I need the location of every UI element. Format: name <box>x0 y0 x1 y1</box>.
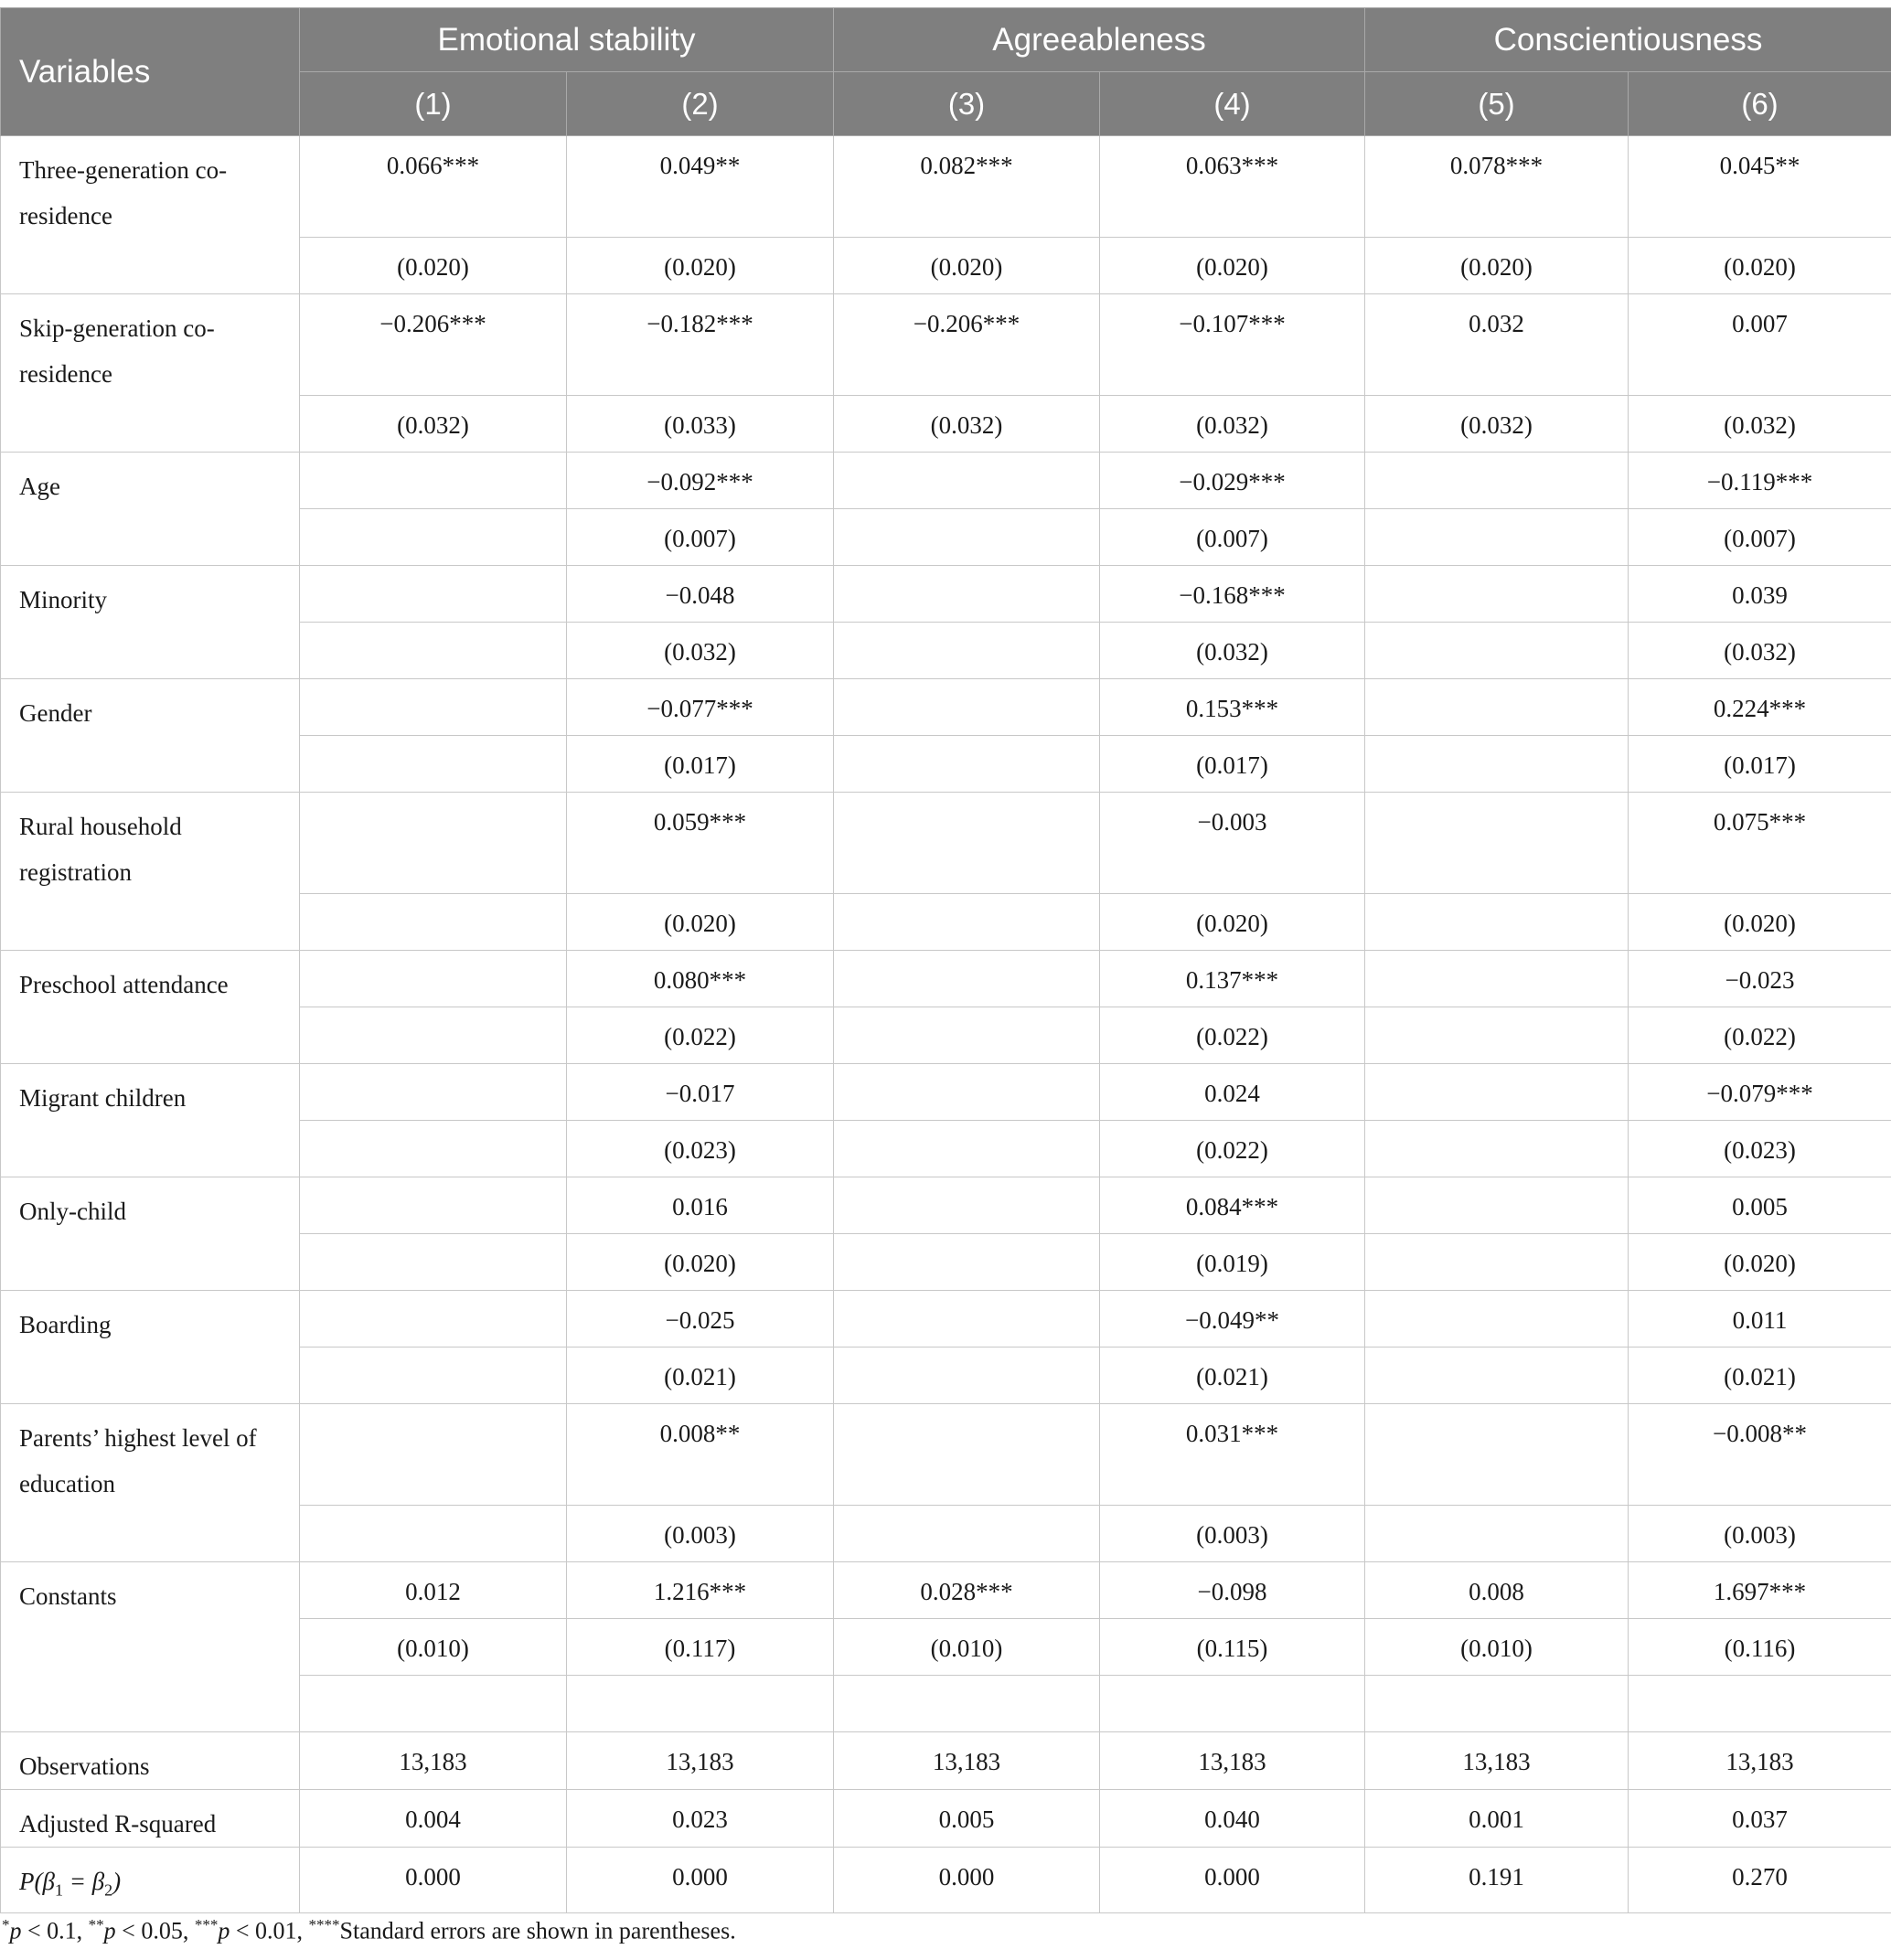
group-header-emotional-stability: Emotional stability <box>300 8 834 72</box>
coef-cell <box>1365 793 1629 894</box>
row-label-gender: Gender <box>1 679 300 793</box>
empty-cell <box>1629 1676 1891 1732</box>
coef-cell: −0.023 <box>1629 951 1891 1007</box>
value-cell: 0.004 <box>300 1790 567 1848</box>
coef-cell <box>834 679 1100 736</box>
se-cell: (0.022) <box>1100 1121 1365 1177</box>
se-cell: (0.022) <box>1629 1007 1891 1064</box>
se-cell: (0.010) <box>300 1619 567 1676</box>
coef-cell: −0.119*** <box>1629 453 1891 509</box>
empty-cell <box>1365 1676 1629 1732</box>
se-cell: (0.017) <box>567 736 834 793</box>
coef-cell: 0.011 <box>1629 1291 1891 1348</box>
table-row <box>1 453 1891 509</box>
table-row <box>1 1404 1891 1506</box>
row-label-parents-education: Parents’ highest level of education <box>1 1404 300 1562</box>
se-cell <box>1365 1121 1629 1177</box>
se-cell: (0.010) <box>1365 1619 1629 1676</box>
table-footnote <box>2 1916 736 1945</box>
coef-cell <box>834 793 1100 894</box>
coef-cell: 0.075*** <box>1629 793 1891 894</box>
se-cell: (0.007) <box>1100 509 1365 566</box>
value-cell: 13,183 <box>567 1732 834 1790</box>
row-label-boarding: Boarding <box>1 1291 300 1404</box>
coef-cell: −0.079*** <box>1629 1064 1891 1121</box>
se-cell <box>834 623 1100 679</box>
coef-cell: 0.016 <box>567 1177 834 1234</box>
se-cell: (0.020) <box>1629 1234 1891 1291</box>
footnote-star: **** <box>308 1916 340 1933</box>
se-cell <box>300 509 567 566</box>
table-row <box>1 1291 1891 1348</box>
table-row <box>1 679 1891 736</box>
se-cell: (0.023) <box>1629 1121 1891 1177</box>
coef-cell: −0.092*** <box>567 453 834 509</box>
se-cell: (0.022) <box>567 1007 834 1064</box>
table-row <box>1 294 1891 396</box>
coef-cell: 0.082*** <box>834 136 1100 238</box>
se-cell: (0.033) <box>567 396 834 453</box>
coef-cell: 0.049** <box>567 136 834 238</box>
value-cell: 0.000 <box>834 1848 1100 1913</box>
model-header: (4) <box>1100 72 1365 136</box>
se-cell: (0.003) <box>1100 1506 1365 1562</box>
coef-cell: 0.028*** <box>834 1562 1100 1619</box>
table-row <box>1 136 1891 238</box>
value-cell: 0.000 <box>1100 1848 1365 1913</box>
footnote-p: p <box>103 1917 116 1944</box>
row-label-rural-registration: Rural household registration <box>1 793 300 951</box>
coef-cell: −0.003 <box>1100 793 1365 894</box>
se-cell: (0.117) <box>567 1619 834 1676</box>
coef-cell: 0.063*** <box>1100 136 1365 238</box>
se-cell: (0.115) <box>1100 1619 1365 1676</box>
row-label-observations: Observations <box>1 1732 300 1790</box>
table-row <box>1 1848 1891 1913</box>
value-cell: 13,183 <box>1629 1732 1891 1790</box>
footnote-p: p <box>218 1917 230 1944</box>
table-row <box>1 951 1891 1007</box>
table-row <box>1 1064 1891 1121</box>
se-cell: (0.003) <box>1629 1506 1891 1562</box>
empty-cell <box>300 1676 567 1732</box>
footnote-p: p <box>9 1917 22 1944</box>
se-cell: (0.017) <box>1629 736 1891 793</box>
coef-cell: 0.039 <box>1629 566 1891 623</box>
beta-symbol: β <box>91 1868 105 1895</box>
table-row <box>1 1790 1891 1848</box>
value-cell: 13,183 <box>1365 1732 1629 1790</box>
se-cell: (0.020) <box>567 1234 834 1291</box>
coef-cell <box>834 1177 1100 1234</box>
coef-cell: 0.045** <box>1629 136 1891 238</box>
coef-cell <box>1365 1177 1629 1234</box>
coef-cell <box>300 1064 567 1121</box>
footnote-text: < 0.1, <box>21 1917 89 1944</box>
table-row <box>1 793 1891 894</box>
se-cell: (0.020) <box>1365 238 1629 294</box>
coef-cell: 0.005 <box>1629 1177 1891 1234</box>
row-label-three-generation: Three-generation co-residence <box>1 136 300 294</box>
se-cell: (0.020) <box>1100 894 1365 951</box>
coef-cell: 1.697*** <box>1629 1562 1891 1619</box>
subscript: 1 <box>54 1880 63 1900</box>
coef-cell <box>1365 951 1629 1007</box>
coef-cell: −0.206*** <box>300 294 567 396</box>
coef-cell: −0.048 <box>567 566 834 623</box>
se-cell: (0.021) <box>1100 1348 1365 1404</box>
row-label-constants: Constants <box>1 1562 300 1732</box>
coef-cell <box>834 453 1100 509</box>
model-header: (2) <box>567 72 834 136</box>
coef-cell <box>1365 453 1629 509</box>
coef-cell <box>300 793 567 894</box>
value-cell: 13,183 <box>300 1732 567 1790</box>
coef-cell <box>300 951 567 1007</box>
subscript: 2 <box>104 1880 113 1900</box>
coef-cell <box>1365 1064 1629 1121</box>
table-row <box>1 1177 1891 1234</box>
se-cell <box>834 736 1100 793</box>
se-cell: (0.019) <box>1100 1234 1365 1291</box>
footnote-text: < 0.01, <box>230 1917 309 1944</box>
model-header: (1) <box>300 72 567 136</box>
se-cell: (0.007) <box>567 509 834 566</box>
value-cell: 0.037 <box>1629 1790 1891 1848</box>
header-row-groups <box>1 8 1891 72</box>
se-cell <box>300 1007 567 1064</box>
coef-cell: −0.029*** <box>1100 453 1365 509</box>
coef-cell <box>300 453 567 509</box>
se-cell <box>1365 1506 1629 1562</box>
se-cell: (0.020) <box>300 238 567 294</box>
coef-cell: 0.224*** <box>1629 679 1891 736</box>
p-beta-equal-expression: $P(\beta_1 = \beta_2)$ <box>19 1868 122 1900</box>
coef-cell <box>834 1404 1100 1506</box>
row-label-p-beta-equal <box>1 1848 300 1913</box>
footnote-star: *** <box>194 1916 219 1933</box>
coef-cell: −0.077*** <box>567 679 834 736</box>
coef-cell <box>834 951 1100 1007</box>
se-cell: (0.032) <box>1100 623 1365 679</box>
model-header: (6) <box>1629 72 1891 136</box>
coef-cell: −0.049** <box>1100 1291 1365 1348</box>
value-cell: 0.005 <box>834 1790 1100 1848</box>
coef-cell <box>300 679 567 736</box>
se-cell: (0.032) <box>834 396 1100 453</box>
coef-cell <box>1365 566 1629 623</box>
table-row <box>1 1562 1891 1619</box>
se-cell <box>834 1506 1100 1562</box>
se-cell <box>1365 1007 1629 1064</box>
se-cell: (0.017) <box>1100 736 1365 793</box>
value-cell: 0.270 <box>1629 1848 1891 1913</box>
table-row <box>1 566 1891 623</box>
value-cell: 0.191 <box>1365 1848 1629 1913</box>
coef-cell: 0.031*** <box>1100 1404 1365 1506</box>
se-cell: (0.020) <box>1629 238 1891 294</box>
se-cell: (0.020) <box>1100 238 1365 294</box>
se-cell: (0.116) <box>1629 1619 1891 1676</box>
value-cell: 13,183 <box>834 1732 1100 1790</box>
row-label-age: Age <box>1 453 300 566</box>
coef-cell: −0.168*** <box>1100 566 1365 623</box>
se-cell <box>1365 894 1629 951</box>
coef-cell <box>300 1404 567 1506</box>
row-label-only-child: Only-child <box>1 1177 300 1291</box>
se-cell <box>300 1234 567 1291</box>
se-cell: (0.010) <box>834 1619 1100 1676</box>
coef-cell <box>300 1291 567 1348</box>
se-cell: (0.020) <box>1629 894 1891 951</box>
value-cell: 13,183 <box>1100 1732 1365 1790</box>
p-symbol: P <box>19 1868 35 1895</box>
coef-cell: 0.137*** <box>1100 951 1365 1007</box>
se-cell: (0.032) <box>1629 623 1891 679</box>
se-cell <box>300 894 567 951</box>
row-label-minority: Minority <box>1 566 300 679</box>
model-header: (3) <box>834 72 1100 136</box>
se-cell <box>300 736 567 793</box>
se-cell: (0.021) <box>1629 1348 1891 1404</box>
coef-cell: 0.032 <box>1365 294 1629 396</box>
value-cell: 0.040 <box>1100 1790 1365 1848</box>
se-cell: (0.032) <box>1100 396 1365 453</box>
model-header: (5) <box>1365 72 1629 136</box>
coef-cell <box>1365 1404 1629 1506</box>
empty-cell <box>567 1676 834 1732</box>
coef-cell <box>834 1291 1100 1348</box>
se-cell <box>300 1121 567 1177</box>
se-cell <box>1365 736 1629 793</box>
row-label-preschool: Preschool attendance <box>1 951 300 1064</box>
coef-cell: −0.206*** <box>834 294 1100 396</box>
se-cell: (0.020) <box>834 238 1100 294</box>
se-cell <box>834 1121 1100 1177</box>
coef-cell: 0.084*** <box>1100 1177 1365 1234</box>
se-cell <box>1365 1348 1629 1404</box>
coef-cell: −0.107*** <box>1100 294 1365 396</box>
coef-cell: −0.017 <box>567 1064 834 1121</box>
coef-cell: 0.078*** <box>1365 136 1629 238</box>
coef-cell: 0.153*** <box>1100 679 1365 736</box>
se-cell: (0.007) <box>1629 509 1891 566</box>
se-cell <box>834 1348 1100 1404</box>
se-cell <box>834 509 1100 566</box>
coef-cell: −0.025 <box>567 1291 834 1348</box>
se-cell <box>834 1234 1100 1291</box>
se-cell: (0.023) <box>567 1121 834 1177</box>
se-cell: (0.032) <box>1365 396 1629 453</box>
value-cell: 0.000 <box>567 1848 834 1913</box>
coef-cell <box>1365 1291 1629 1348</box>
coef-cell <box>1365 679 1629 736</box>
coef-cell: 0.080*** <box>567 951 834 1007</box>
beta-symbol: β <box>42 1868 55 1895</box>
footnote-text: < 0.05, <box>115 1917 195 1944</box>
coef-cell: 0.024 <box>1100 1064 1365 1121</box>
se-cell <box>300 1348 567 1404</box>
coef-cell: 0.066*** <box>300 136 567 238</box>
table-row <box>1 1732 1891 1790</box>
coef-cell: 0.007 <box>1629 294 1891 396</box>
se-cell: (0.003) <box>567 1506 834 1562</box>
se-cell <box>300 623 567 679</box>
se-cell: (0.020) <box>567 238 834 294</box>
coef-cell <box>300 1177 567 1234</box>
coef-cell: 0.012 <box>300 1562 567 1619</box>
footnote-star: ** <box>88 1916 104 1933</box>
se-cell: (0.022) <box>1100 1007 1365 1064</box>
se-cell <box>834 894 1100 951</box>
coef-cell: −0.098 <box>1100 1562 1365 1619</box>
coef-cell: −0.182*** <box>567 294 834 396</box>
coef-cell <box>834 566 1100 623</box>
empty-cell <box>834 1676 1100 1732</box>
variables-header: Variables <box>1 8 300 136</box>
value-cell: 0.001 <box>1365 1790 1629 1848</box>
se-cell <box>1365 623 1629 679</box>
row-label-adjusted-r-squared: Adjusted R-squared <box>1 1790 300 1848</box>
value-cell: 0.000 <box>300 1848 567 1913</box>
se-cell <box>834 1007 1100 1064</box>
se-cell <box>1365 1234 1629 1291</box>
regression-table <box>0 7 1891 1913</box>
se-cell: (0.032) <box>1629 396 1891 453</box>
se-cell: (0.032) <box>300 396 567 453</box>
footnote-text: Standard errors are shown in parentheses. <box>339 1917 736 1944</box>
empty-cell <box>1100 1676 1365 1732</box>
se-cell: (0.020) <box>567 894 834 951</box>
se-cell: (0.021) <box>567 1348 834 1404</box>
se-cell: (0.032) <box>567 623 834 679</box>
coef-cell: 0.008** <box>567 1404 834 1506</box>
footnote-star: * <box>2 1916 10 1933</box>
value-cell: 0.023 <box>567 1790 834 1848</box>
coef-cell <box>834 1064 1100 1121</box>
coef-cell: 1.216*** <box>567 1562 834 1619</box>
coef-cell: −0.008** <box>1629 1404 1891 1506</box>
coef-cell <box>300 566 567 623</box>
se-cell <box>1365 509 1629 566</box>
coef-cell: 0.008 <box>1365 1562 1629 1619</box>
row-label-skip-generation: Skip-generation co-residence <box>1 294 300 453</box>
se-cell <box>300 1506 567 1562</box>
group-header-agreeableness: Agreeableness <box>834 8 1365 72</box>
group-header-conscientiousness: Conscientiousness <box>1365 8 1891 72</box>
coef-cell: 0.059*** <box>567 793 834 894</box>
row-label-migrant-children: Migrant children <box>1 1064 300 1177</box>
